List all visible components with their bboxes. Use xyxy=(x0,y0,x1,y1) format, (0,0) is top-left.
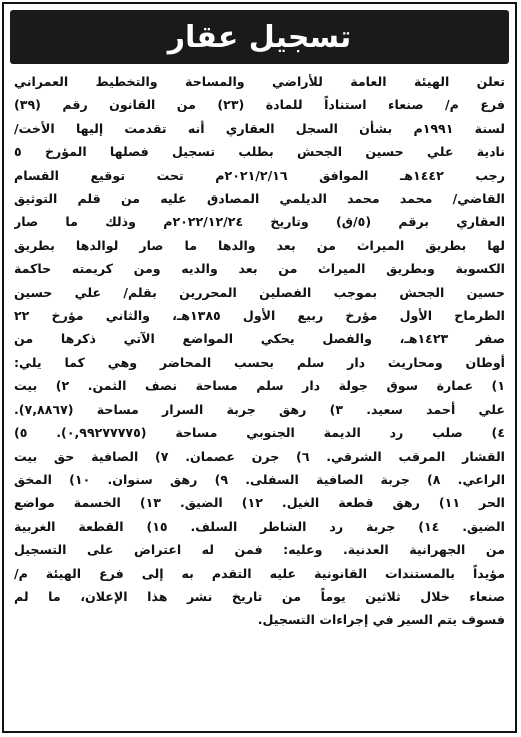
notice-line: الطرماح الأول مؤرخ ربيع الأول ١٣٨٥هـ، والثاني مؤرخ ٢٢ xyxy=(14,308,505,324)
notice-line: صفر ١٤٢٣هـ، والفصل يحكي المواضع الآتي ذكرها من xyxy=(14,331,505,347)
notice-line: القاضي/ محمد محمد الديلمي المصادق عليه من قلم التوثيق xyxy=(14,191,505,207)
notice-header xyxy=(10,10,509,64)
notice-line: ٤) صلب رد الديمة الجنوبي مساحة (٠,٩٩٢٧٧٧٧٥). ٥) xyxy=(14,425,505,441)
notice-line: صنعاء خلال ثلاثين يوماً من تاريخ نشر هذا الإعلان، ما لم xyxy=(14,588,505,604)
notice-line: لسنة ١٩٩١م بشأن السجل العقاري أنه تقدمت إليها الأخت/ xyxy=(14,120,505,136)
notice-line: الحر ١١) رهق قطعة الغيل. ١٢) الضيق. ١٣) الخسمة مواضع xyxy=(14,495,505,511)
notice-title: تسجيل عقار xyxy=(167,19,352,55)
notice-line: علي أحمد سعيد. ٣) رهق جربة السرار مساحة (٧,٨٨٦٧). xyxy=(14,401,505,417)
notice-line: فرع م/ صنعاء استناداً للمادة (٢٣) من القانون رقم (٣٩) xyxy=(14,97,505,113)
notice-line: فسوف يتم السير في إجراءات التسجيل. xyxy=(257,612,505,628)
notice-line: لها بطريق الميراث من بعد والدها ما صار لوالدها بطريق xyxy=(14,237,505,253)
notice-line: نادية علي حسين الجحش بطلب تسجيل فصلها المؤرخ ٥ xyxy=(14,144,505,160)
notice-body xyxy=(14,70,505,632)
notice-line: مؤيداً بالمستندات القانونية عليه التقدم به إلى فرع الهيئة م/ xyxy=(14,565,505,581)
notice-line: أوطان ومحاريث دار سلم بحسب المحاضر وهي كما يلي: xyxy=(14,354,505,370)
notice-line: تعلن الهيئة العامة للأراضي والمساحة والتخطيط العمراني xyxy=(14,74,505,89)
notice-box xyxy=(2,2,517,733)
notice-line: ١) عمارة سوق جولة دار سلم مساحة نصف الثمن. ٢) بيت xyxy=(14,378,505,394)
notice-line: من الجهرانية العدنية. وعليه: فمن له اعتراض على التسجيل xyxy=(14,542,505,558)
notice-line: الكسوبة وبطريق الميراث من بعد والديه ومن كريمته حاكمة xyxy=(14,261,505,277)
notice-line: العقاري برقم (٥/ق) وتاريخ ٢٠٢٢/١٢/٢٤م وذلك ما صار xyxy=(14,214,505,230)
notice-line: رجب ١٤٤٢هـ الموافق ٢٠٢١/٢/١٦م تحت توقيع القسام xyxy=(14,167,505,183)
notice-line: الراعي. ٨) جربة الصافية السفلى. ٩) رهق سنوان. ١٠) المخق xyxy=(14,471,505,487)
notice-line: القشار المرقب الشرقي. ٦) جرن عصمان. ٧) الصافية حق بيت xyxy=(14,448,505,464)
notice-line: الضيق. ١٤) جربة رد الشاطر السلف. ١٥) القطعة الغربية xyxy=(14,518,505,534)
notice-line: حسين الجحش بموجب الفصلين المحررين بقلم/ علي حسين xyxy=(14,284,505,300)
